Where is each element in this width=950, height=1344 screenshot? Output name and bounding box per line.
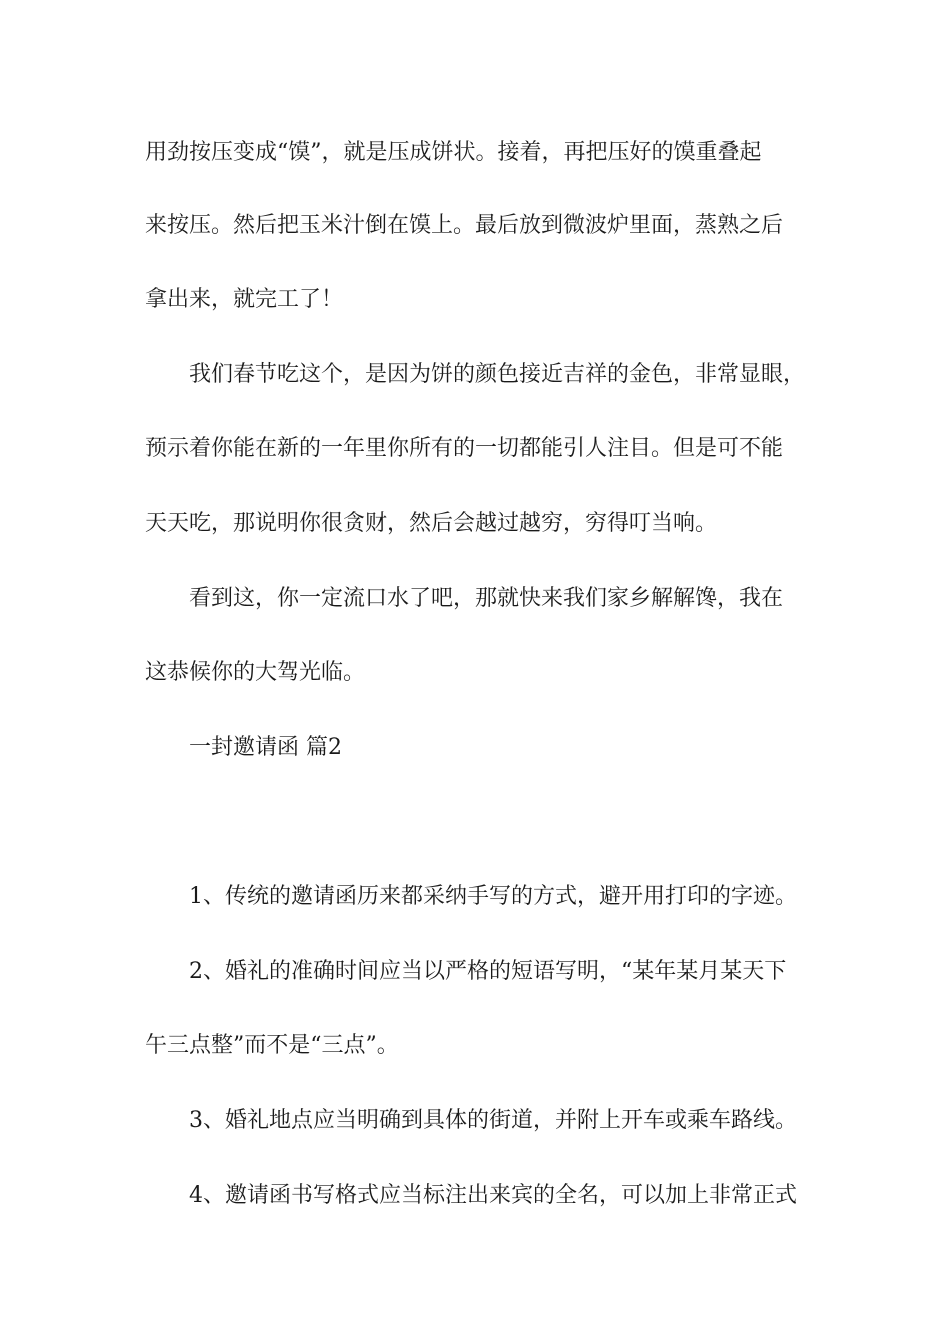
paragraph-line-8: 这恭候你的大驾光临。 [145, 660, 366, 685]
list-item-2-continued: 午三点整”而不是“三点”。 [145, 1033, 399, 1058]
paragraph-line-6: 天天吃，那说明你很贪财，然后会越过越穷，穷得叮当响。 [145, 511, 718, 536]
list-item-4: 4、邀请函书写格式应当标注出来宾的全名，可以加上非常正式 [189, 1183, 797, 1208]
list-item-3: 3、婚礼地点应当明确到具体的街道，并附上开车或乘车路线。 [189, 1108, 797, 1133]
paragraph-line-1: 用劲按压变成“馍”，就是压成饼状。接着，再把压好的馍重叠起 [145, 140, 762, 165]
paragraph-line-3: 拿出来，就完工了！ [145, 287, 344, 312]
list-item-2: 2、婚礼的准确时间应当以严格的短语写明，“某年某月某天下 [189, 959, 787, 984]
paragraph-line-5: 预示着你能在新的一年里你所有的一切都能引人注目。但是可不能 [145, 436, 784, 461]
section-heading: 一封邀请函 篇2 [189, 735, 342, 760]
paragraph-line-4: 我们春节吃这个，是因为饼的颜色接近吉祥的金色，非常显眼， [189, 362, 806, 387]
list-item-1: 1、传统的邀请函历来都采纳手写的方式，避开用打印的字迹。 [189, 884, 797, 909]
paragraph-line-2: 来按压。然后把玉米汁倒在馍上。最后放到微波炉里面，蒸熟之后 [145, 213, 784, 238]
paragraph-line-7: 看到这，你一定流口水了吧，那就快来我们家乡解解馋，我在 [189, 586, 784, 611]
